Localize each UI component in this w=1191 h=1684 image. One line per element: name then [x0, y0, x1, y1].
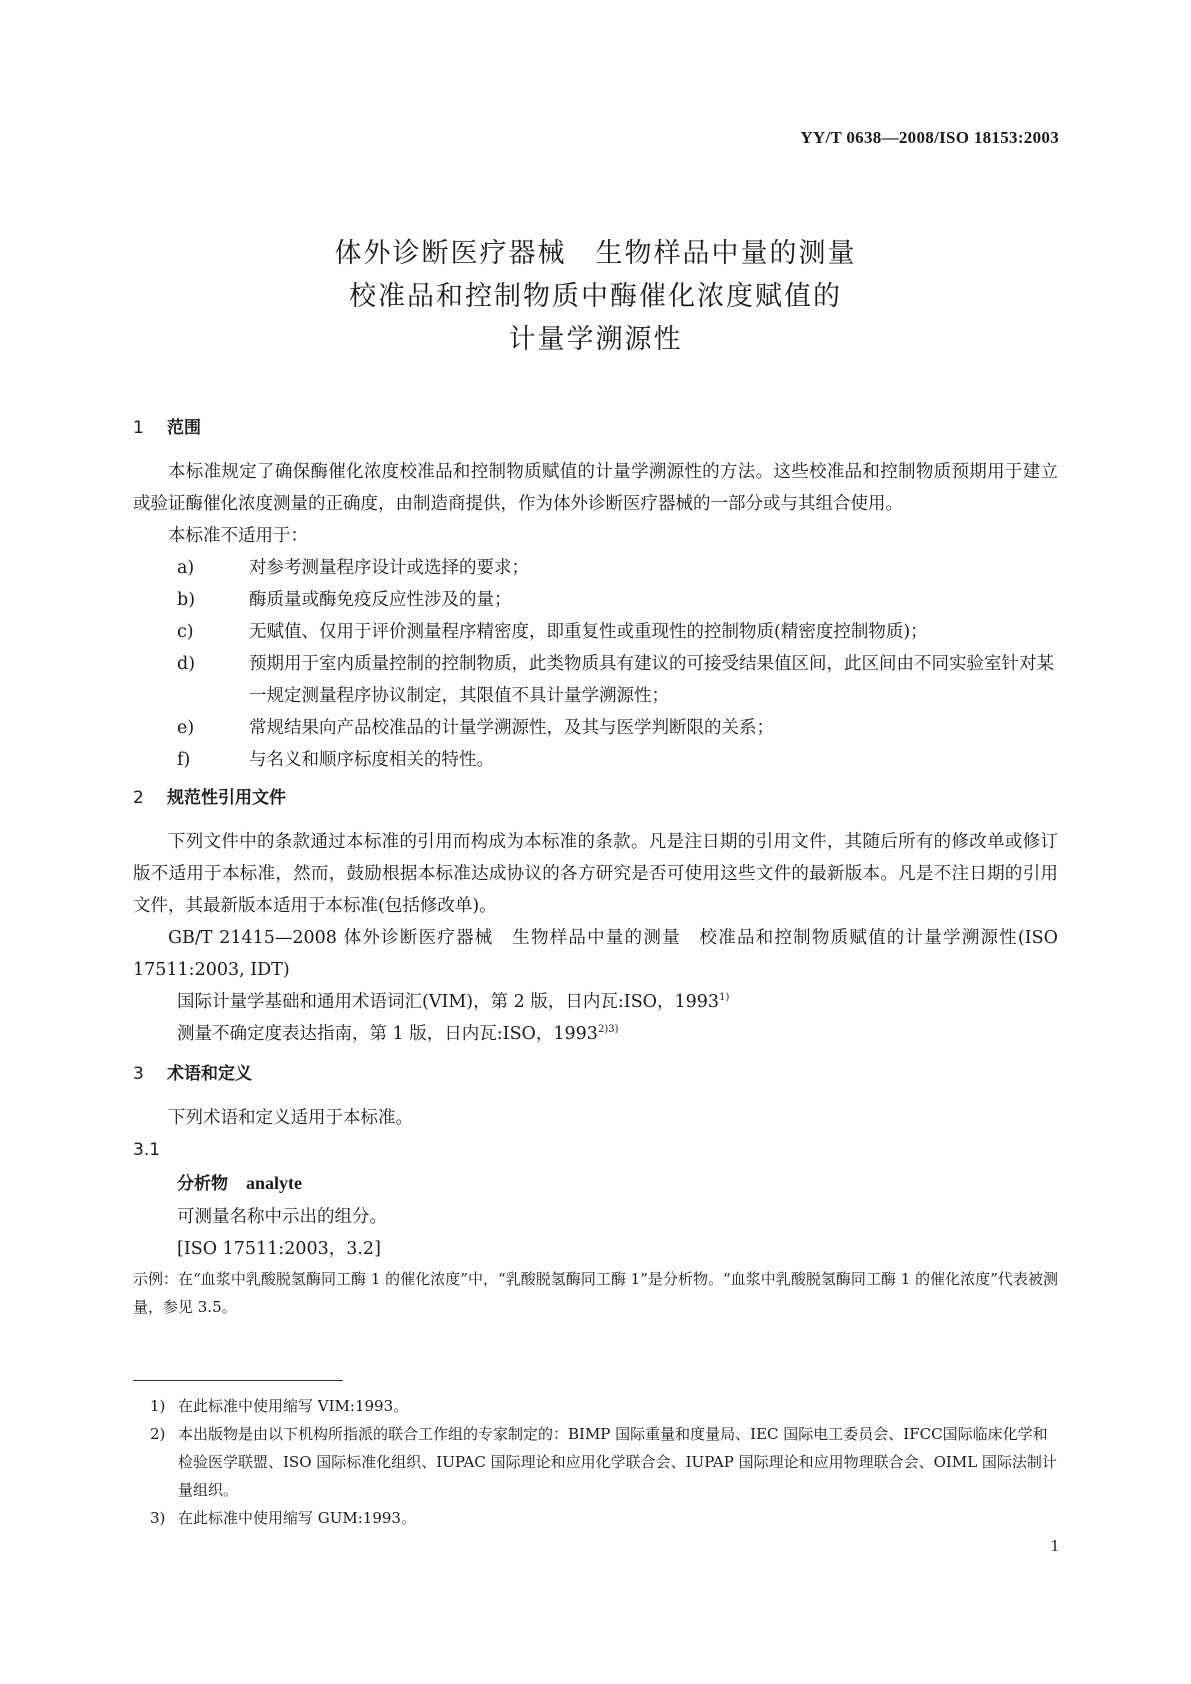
normative-references-paragraph: 下列文件中的条款通过本标准的引用而构成为本标准的条款。凡是注日期的引用文件，其随后所有的修改单或修订版不适用于本标准，然而，鼓励根据本标准达成协议的各方研究是否可使用这些文件的最新版本。凡是不注日期的引用文件，其最新版本适用于本标准(包括修改单)。 — [133, 832, 1058, 916]
reference-gbt-21415: GB/T 21415—2008 体外诊断医疗器械 生物样品中量的测量 校准品和控制物质赋值的计量学溯源性(ISO 17511:2003, IDT) — [133, 928, 1058, 980]
title-line-3: 计量学溯源性 — [508, 324, 683, 355]
terms-intro: 下列术语和定义适用于本标准。 — [168, 1108, 413, 1128]
title-line-1: 体外诊断医疗器械 生物样品中量的测量 — [334, 238, 857, 269]
footnote-marker: 1) — [150, 1397, 166, 1415]
list-text: 无赋值、仅用于评价测量程序精密度，即重复性或重现性的控制物质(精密度控制物质)； — [249, 622, 928, 642]
footnotes — [150, 1392, 1060, 1532]
scope-paragraph: 本标准规定了确保酶催化浓度校准品和控制物质赋值的计量学溯源性的方法。这些校准品和控制物质预期用于建立或验证酶催化浓度测量的正确度，由制造商提供，作为体外诊断医疗器械的一部分或与其组合使用。 — [133, 462, 1058, 514]
list-text: 常规结果向产品校准品的计量学溯源性，及其与医学判断限的关系； — [249, 718, 774, 738]
section-number: 1 — [133, 418, 144, 438]
section-number: 2 — [133, 788, 144, 808]
list-text: 预期用于室内质量控制的控制物质，此类物质具有建议的可接受结果值区间，此区间由不同实验室针对某一规定测量程序协议制定，其限值不具计量学溯源性； — [249, 654, 1054, 706]
footnote-divider — [133, 1380, 343, 1381]
list-text: 对参考测量程序设计或选择的要求； — [249, 558, 529, 578]
footnote-marker: 3) — [150, 1509, 166, 1527]
list-item — [177, 712, 1058, 744]
scope-not-applicable: 本标准不适用于： — [168, 526, 308, 546]
list-text: 与名义和顺序标度相关的特性。 — [249, 750, 494, 770]
page-number: 1 — [1050, 1536, 1059, 1555]
section-number: 3 — [133, 1064, 144, 1084]
list-text: 酶质量或酶免疫反应性涉及的量； — [249, 590, 512, 610]
list-item — [177, 744, 1058, 776]
section-title: 范围 — [167, 418, 201, 438]
standard-code: YY/T 0638—2008/ISO 18153:2003 — [800, 128, 1059, 147]
document-title — [180, 232, 1011, 361]
term-zh: 分析物 — [177, 1174, 228, 1194]
list-item — [177, 552, 1058, 584]
reference-vim: 国际计量学基础和通用术语词汇(VIM)，第 2 版，日内瓦:ISO，1993$^{1)}$ — [177, 992, 730, 1012]
list-marker: b) — [177, 590, 196, 610]
list-marker: a) — [177, 558, 195, 578]
term-source: [ISO 17511:2003，3.2] — [177, 1239, 381, 1259]
list-marker: e) — [177, 718, 195, 738]
section-title: 术语和定义 — [167, 1064, 252, 1084]
list-marker: d) — [177, 654, 196, 674]
title-line-2: 校准品和控制物质中酶催化浓度赋值的 — [349, 281, 842, 312]
footnote-text: 本出版物是由以下机构所指派的联合工作组的专家制定的：BIMP 国际重量和度量局、IEC 国际电工委员会、IFCC国际临床化学和检验医学联盟、ISO 国际标准化组织、IUPAC 国际理论和应用化学联合会、IUPAP 国际理论和应用物理联合会、OIML 国际法制计量组织。 — [178, 1425, 1057, 1499]
term-number: 3.1 — [133, 1140, 161, 1160]
reference-gum: 测量不确定度表达指南，第 1 版，日内瓦:ISO，$1993^{2)3)}$ — [177, 1024, 619, 1044]
footnote — [150, 1392, 1060, 1420]
footnote — [150, 1504, 1060, 1532]
list-marker: f) — [177, 750, 191, 770]
term-example: 示例：在“血浆中乳酸脱氢酶同工酶 1 的催化浓度”中，“乳酸脱氢酶同工酶 1”是分析物。“血浆中乳酸脱氢酶同工酶 1 的催化浓度”代表被测量，参见 3.5。 — [133, 1270, 1058, 1316]
list-item — [177, 584, 1058, 616]
footnote-text: 在此标准中使用缩写 VIM:1993。 — [178, 1397, 409, 1415]
term-definition: 可测量名称中示出的组分。 — [177, 1207, 387, 1227]
footnote-marker: 2) — [150, 1425, 166, 1443]
footnote — [150, 1420, 1060, 1504]
section-1-heading — [133, 416, 1058, 440]
section-3-heading — [133, 1062, 1058, 1086]
list-item — [177, 648, 1058, 712]
section-2-heading — [133, 786, 1058, 810]
footnote-text: 在此标准中使用缩写 GUM:1993。 — [178, 1509, 416, 1527]
footnote-ref: 2)3) — [597, 1024, 619, 1035]
document-body — [133, 416, 1058, 1321]
list-item — [177, 616, 1058, 648]
term-en: analyte — [246, 1173, 302, 1193]
section-title: 规范性引用文件 — [167, 788, 286, 808]
footnote-ref: 1) — [719, 992, 730, 1003]
list-marker: c) — [177, 622, 194, 642]
term-heading — [133, 1166, 1058, 1201]
